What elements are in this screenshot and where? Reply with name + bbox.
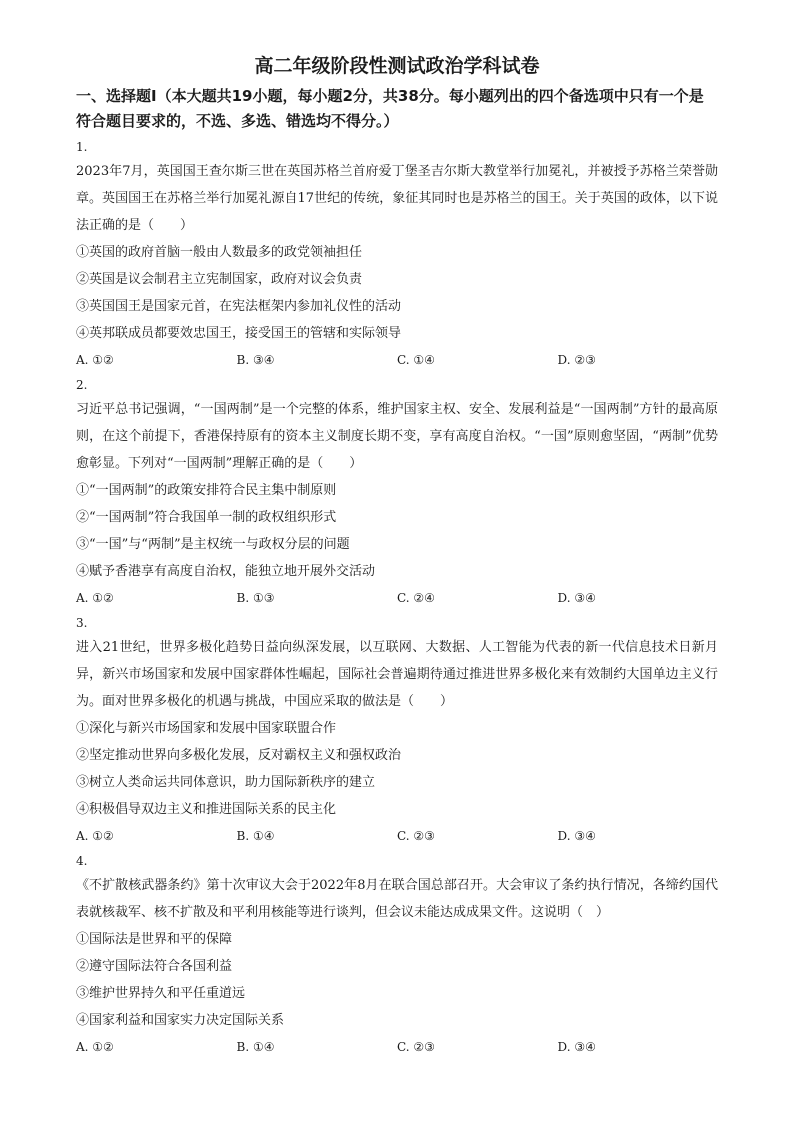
question-2 <box>76 374 718 612</box>
answer-options <box>76 1034 718 1061</box>
option-b[interactable]: B. ③④ <box>236 353 275 367</box>
option-a[interactable]: A. ①② <box>76 591 114 605</box>
option-c[interactable]: C. ①④ <box>397 353 435 367</box>
question-number: 2. <box>76 378 88 392</box>
answer-options <box>76 823 718 850</box>
statement-item: ③“一国”与“两制”是主权统一与政权分层的问题 <box>76 537 350 552</box>
question-4 <box>76 850 718 1061</box>
option-d[interactable]: D. ②③ <box>557 353 596 367</box>
option-c[interactable]: C. ②③ <box>397 829 435 843</box>
statement-item: ①“一国两制”的政策安排符合民主集中制原则 <box>76 483 337 498</box>
option-c[interactable]: C. ②③ <box>397 1040 435 1054</box>
option-b[interactable]: B. ①③ <box>236 591 275 605</box>
statement-item: ①国际法是世界和平的保障 <box>76 932 233 947</box>
option-a[interactable]: A. ①② <box>76 1040 114 1054</box>
statement-item: ③树立人类命运共同体意识，助力国际新秩序的建立 <box>76 775 376 790</box>
statement-item: ③英国国王是国家元首，在宪法框架内参加礼仪性的活动 <box>76 299 402 314</box>
option-b[interactable]: B. ①④ <box>236 829 275 843</box>
exam-page <box>76 52 718 1061</box>
exam-title: 高二年级阶段性测试政治学科试卷 <box>254 55 540 77</box>
question-3 <box>76 612 718 850</box>
statement-item: ③维护世界持久和平任重道远 <box>76 986 246 1001</box>
statement-item: ①深化与新兴市场国家和发展中国家联盟合作 <box>76 721 337 736</box>
option-b[interactable]: B. ①④ <box>236 1040 275 1054</box>
question-number: 4. <box>76 854 88 868</box>
question-1 <box>76 136 718 374</box>
option-d[interactable]: D. ③④ <box>557 591 596 605</box>
question-number: 1. <box>76 140 88 154</box>
option-a[interactable]: A. ①② <box>76 353 114 367</box>
statement-item: ④积极倡导双边主义和推进国际关系的民主化 <box>76 802 337 817</box>
question-number: 3. <box>76 616 88 630</box>
statement-item: ④赋予香港享有高度自治权，能独立地开展外交活动 <box>76 564 376 579</box>
statement-item: ④国家利益和国家实力决定国际关系 <box>76 1013 285 1028</box>
statement-item: ②英国是议会制君主立宪制国家，政府对议会负责 <box>76 272 363 287</box>
statement-item: ②“一国两制”符合我国单一制的政权组织形式 <box>76 510 337 525</box>
statement-item: ④英邦联成员都要效忠国王，接受国王的管辖和实际领导 <box>76 326 402 341</box>
option-c[interactable]: C. ②④ <box>397 591 435 605</box>
section-heading: 一、选择题I（本大题共19小题，每小题2分，共38分。每小题列出的四个备选项中只有一个是符合题目要求的，不选、多选、错选均不得分。） <box>76 87 704 130</box>
question-stem: 习近平总书记强调，“一国两制”是一个完整的体系，维护国家主权、安全、发展利益是“一国两制”方针的最高原则，在这个前提下，香港保持原有的资本主义制度长期不变，享有高度自治权。“一国”原则愈坚固，“两制”优势愈彰显。下列对“一国两制”理解正确的是（ ） <box>76 402 718 471</box>
option-d[interactable]: D. ③④ <box>557 1040 596 1054</box>
statement-item: ②遵守国际法符合各国利益 <box>76 959 233 974</box>
answer-options <box>76 585 718 612</box>
statement-item: ①英国的政府首脑一般由人数最多的政党领袖担任 <box>76 245 363 260</box>
answer-options <box>76 347 718 374</box>
statement-item: ②坚定推动世界向多极化发展，反对霸权主义和强权政治 <box>76 748 402 763</box>
question-stem: 《不扩散核武器条约》第十次审议大会于2022年8月在联合国总部召开。大会审议了条约执行情况，各缔约国代表就核裁军、核不扩散及和平利用核能等进行谈判，但会议未能达成成果文件。这说明（ ） <box>76 878 718 920</box>
option-d[interactable]: D. ③④ <box>557 829 596 843</box>
question-stem: 2023年7月，英国国王查尔斯三世在英国苏格兰首府爱丁堡圣吉尔斯大教堂举行加冕礼，并被授予苏格兰荣誉勋章。英国国王在苏格兰举行加冕礼源自17世纪的传统，象征其同时也是苏格兰的国王。关于英国的政体，以下说法正确的是（ ） <box>76 164 718 233</box>
question-stem: 进入21世纪，世界多极化趋势日益向纵深发展，以互联网、大数据、人工智能为代表的新一代信息技术日新月异，新兴市场国家和发展中国家群体性崛起，国际社会普遍期待通过推进世界多极化来有效制约大国单边主义行为。面对世界多极化的机遇与挑战，中国应采取的做法是（ ） <box>76 640 718 709</box>
option-a[interactable]: A. ①② <box>76 829 114 843</box>
